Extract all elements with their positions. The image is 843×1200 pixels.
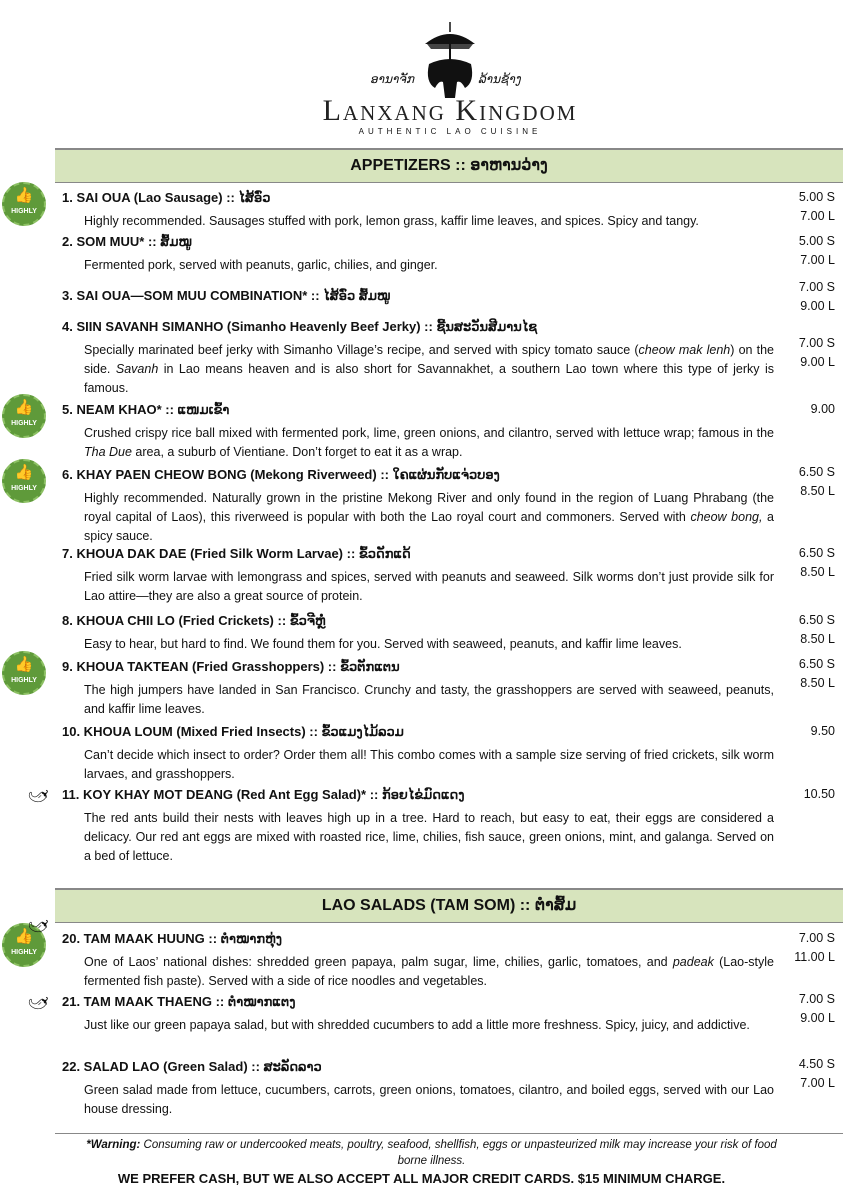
- menu-item: [62, 286, 774, 306]
- price: 7.00 L: [800, 253, 835, 267]
- description-segment: Just like our green papaya salad, but with shredded cucumbers to add a little more freshness. Spicy, juicy, and addictive.: [84, 1018, 750, 1032]
- item-prices: [775, 722, 835, 741]
- price: 6.50 S: [798, 465, 835, 479]
- menu-item: [62, 188, 774, 231]
- logo-lao-left: ອານາຈັກ: [370, 72, 415, 86]
- item-title: 6. KHAY PAEN CHEOW BONG (Mekong Riverweed) :: ໃຄແຜ່ນກັບແຈ່ວບອງ: [62, 467, 500, 482]
- price: 7.00 L: [800, 1076, 835, 1090]
- menu-item: [62, 657, 774, 719]
- description-segment: Can’t decide which insect to order? Order them all! This combo comes with a sample size serving of fried crickets, silk worm larvaes, and grasshoppers.: [84, 748, 774, 781]
- item-description: [84, 424, 774, 462]
- item-title: 20. TAM MAAK HUUNG :: ຕຳໝາກຫຸ່ງ: [62, 931, 282, 946]
- highly-recommended-badge: [2, 651, 46, 695]
- item-title: 11. KOY KHAY MOT DEANG (Red Ant Egg Salad)* :: ກ້ອຍໄຂ່ມົດແດງ: [62, 787, 465, 802]
- item-prices: [775, 400, 835, 419]
- description-segment: Tha Due: [84, 445, 132, 459]
- price: 8.50 L: [800, 484, 835, 498]
- item-title: 2. SOM MUU* :: ສົ້ມໝູ: [62, 234, 192, 249]
- thumbs-up-icon: 👍: [14, 399, 34, 416]
- item-title: 22. SALAD LAO (Green Salad) :: ສະລັດລາວ: [62, 1059, 322, 1074]
- description-segment: Savanh: [115, 362, 159, 376]
- description-segment: Green salad made from lettuce, cucumbers, carrots, green onions, tomatoes, cilantro, and boiled eggs, served with our Lao house dressing.: [84, 1083, 774, 1116]
- menu-item: [62, 611, 774, 654]
- menu-item: [62, 1057, 774, 1119]
- price: 9.50: [810, 724, 835, 738]
- section-header-appetizers: APPETIZERS :: ອາຫານວ່າງ: [55, 148, 843, 183]
- menu-item: [62, 544, 774, 606]
- description-segment: Specially marinated beef jerky with Simanho Village’s recipe, and served with spicy tomato sauce (: [84, 343, 639, 357]
- warning-body: Consuming raw or undercooked meats, poultry, seafood, shellfish, eggs or unpasteurized milk may increase your risk of food borne illness.: [140, 1139, 777, 1167]
- item-description: [84, 1081, 774, 1119]
- price: 10.50: [803, 787, 835, 801]
- item-title: 9. KHOUA TAKTEAN (Fried Grasshoppers) :: ຂົ້ວຕັກແຕນ: [62, 659, 400, 674]
- payment-note: WE PREFER CASH, BUT WE ALSO ACCEPT ALL MAJOR CREDIT CARDS. $15 MINIMUM CHARGE.: [117, 1171, 726, 1186]
- description-segment: (Lao-style fermented fish paste). Served with a side of rice noodles and vegetables.: [84, 955, 774, 988]
- menu-item: [62, 232, 774, 275]
- description-segment: Easy to hear, but hard to find. We found them for you. Served with seaweed, peanuts, and kaffir lime leaves.: [84, 637, 682, 651]
- item-description: [84, 681, 774, 719]
- item-title: 1. SAI OUA (Lao Sausage) :: ໄສ້ອົ່ວ: [62, 190, 271, 205]
- menu-item: [62, 785, 774, 866]
- brand-tagline: AUTHENTIC LAO CUISINE: [358, 127, 542, 136]
- item-prices: [775, 990, 835, 1028]
- price: 8.50 L: [800, 676, 835, 690]
- item-prices: [775, 611, 835, 649]
- price: 9.00 L: [800, 1011, 835, 1025]
- description-segment: The red ants build their nests with leaves high up in a tree. Hard to reach, but easy to eat, their eggs are considered a delicacy. Our red ant eggs are mixed with roasted rice, lime, chilies, fish sauce, green onions, mint, and galanga. Served on a bed of lettuce.: [84, 811, 774, 863]
- description-segment: in Lao means heaven and is also short for Savannakhet, a southern Lao town where this type of jerky is famous.: [84, 362, 774, 395]
- item-prices: [775, 655, 835, 693]
- description-segment: Fried silk worm larvae with lemongrass and spices, served with peanuts and seaweed. Silk worms don’t just provide silk for Lao attire—they are also a great source of protein.: [84, 570, 774, 603]
- price: 6.50 S: [798, 657, 835, 671]
- badge-label: HIGHLY: [11, 949, 37, 956]
- price: 7.00 S: [798, 336, 835, 350]
- item-description: [84, 212, 774, 231]
- item-prices: [775, 1055, 835, 1093]
- item-prices: [775, 334, 835, 372]
- price: 9.00: [810, 402, 835, 416]
- item-description: [84, 568, 774, 606]
- price: 5.00 S: [798, 190, 835, 204]
- thumbs-up-icon: 👍: [14, 187, 34, 204]
- description-segment: Crushed crispy rice ball mixed with fermented pork, lime, green onions, and cilantro, served with lettuce wrap; famous in the: [84, 426, 774, 440]
- price: 7.00 S: [798, 992, 835, 1006]
- price: 9.00 L: [800, 355, 835, 369]
- item-description: [84, 953, 774, 991]
- item-prices: [775, 232, 835, 270]
- thumbs-up-icon: 👍: [14, 928, 34, 945]
- menu-item: [62, 992, 774, 1035]
- elephant-umbrella-icon: [415, 22, 485, 102]
- item-title: 7. KHOUA DAK DAE (Fried Silk Worm Larvae) :: ຂົ້ວດັກແດ້: [62, 546, 411, 561]
- section-header-salads: LAO SALADS (TAM SOM) :: ຕຳສົ້ມ: [55, 888, 843, 923]
- item-description: [84, 256, 774, 275]
- item-prices: [775, 929, 835, 967]
- thumbs-up-icon: 👍: [14, 464, 34, 481]
- item-prices: [775, 278, 835, 316]
- badge-label: HIGHLY: [11, 420, 37, 427]
- price: 7.00 S: [798, 280, 835, 294]
- thumbs-up-icon: 👍: [14, 656, 34, 673]
- item-description: [84, 746, 774, 784]
- item-prices: [775, 463, 835, 501]
- description-segment: Highly recommended. Sausages stuffed with pork, lemon grass, kaffir lime leaves, and spices. Spicy and tangy.: [84, 214, 699, 228]
- brand-name: Lanxang Kingdom: [322, 94, 578, 127]
- price: 5.00 S: [798, 234, 835, 248]
- description-segment: padeak: [672, 955, 714, 969]
- item-description: [84, 635, 774, 654]
- footer-divider: [55, 1133, 843, 1134]
- description-segment: a spicy sauce.: [84, 510, 774, 543]
- item-title: 3. SAI OUA—SOM MUU COMBINATION* :: ໄສ້ອົ່ວ ສົ້ມໝູ: [62, 288, 391, 303]
- highly-recommended-badge: [2, 182, 46, 226]
- item-title: 4. SIIN SAVANH SIMANHO (Simanho Heavenly Beef Jerky) :: ຊີ້ນສະວັນສີມານໄຊ: [62, 319, 538, 334]
- badge-label: HIGHLY: [11, 677, 37, 684]
- item-title: 21. TAM MAAK THAENG :: ຕຳໝາກແຕງ: [62, 994, 296, 1009]
- logo: [300, 22, 600, 142]
- warning-text: [80, 1137, 783, 1169]
- item-prices: [775, 188, 835, 226]
- price: 8.50 L: [800, 632, 835, 646]
- badge-label: HIGHLY: [11, 208, 37, 215]
- description-segment: cheow bong,: [690, 510, 763, 524]
- item-description: [84, 341, 774, 398]
- price: 11.00 L: [794, 950, 835, 964]
- item-description: [84, 809, 774, 866]
- item-title: 8. KHOUA CHII LO (Fried Crickets) :: ຂົ້ວຈີຫຼໍ່: [62, 613, 326, 628]
- price: 6.50 S: [798, 546, 835, 560]
- description-segment: area, a suburb of Vientiane. Don’t forget to eat it as a wrap.: [131, 445, 463, 459]
- description-segment: One of Laos’ national dishes: shredded green papaya, palm sugar, lime, chilies, garlic, tomatoes, and: [84, 955, 673, 969]
- price: 9.00 L: [800, 299, 835, 313]
- badge-label: HIGHLY: [11, 485, 37, 492]
- menu-item: [62, 465, 774, 546]
- price: 7.00 L: [800, 209, 835, 223]
- item-title: 5. NEAM KHAO* :: ແໜມເຂົ້າ: [62, 402, 230, 417]
- logo-lao-right: ລ້ານຊ້າງ: [478, 72, 521, 86]
- item-description: [84, 489, 774, 546]
- warning-label: *Warning:: [86, 1139, 141, 1151]
- item-title: 10. KHOUA LOUM (Mixed Fried Insects) :: ຂົ້ວແມງໄມ້ລວມ: [62, 724, 404, 739]
- menu-item: [62, 400, 774, 462]
- price: 4.50 S: [798, 1057, 835, 1071]
- description-segment: ) on the side.: [84, 343, 775, 376]
- chili-pepper-icon: 🌶: [24, 782, 51, 808]
- price: 7.00 S: [798, 931, 835, 945]
- price: 8.50 L: [800, 565, 835, 579]
- item-prices: [775, 785, 835, 804]
- chili-pepper-icon: 🌶: [24, 989, 51, 1015]
- highly-recommended-badge: [2, 394, 46, 438]
- chili-pepper-icon: 🌶: [24, 912, 51, 938]
- description-segment: The high jumpers have landed in San Francisco. Crunchy and tasty, the grasshoppers are served with seaweed, peanuts, and kaffir lime leaves.: [84, 683, 774, 716]
- description-segment: Fermented pork, served with peanuts, garlic, chilies, and ginger.: [84, 258, 438, 272]
- description-segment: Highly recommended. Naturally grown in the pristine Mekong River and only found in the region of Luang Phrabang (the royal capital of Laos), this riverweed is popular with both the Lao royal court and commoners. Served with: [84, 491, 774, 524]
- menu-item: [62, 722, 774, 784]
- highly-recommended-badge: [2, 459, 46, 503]
- menu-item: [62, 317, 774, 398]
- item-description: [84, 1016, 774, 1035]
- item-prices: [775, 544, 835, 582]
- menu-item: [62, 929, 774, 991]
- description-segment: cheow mak lenh: [638, 343, 731, 357]
- price: 6.50 S: [798, 613, 835, 627]
